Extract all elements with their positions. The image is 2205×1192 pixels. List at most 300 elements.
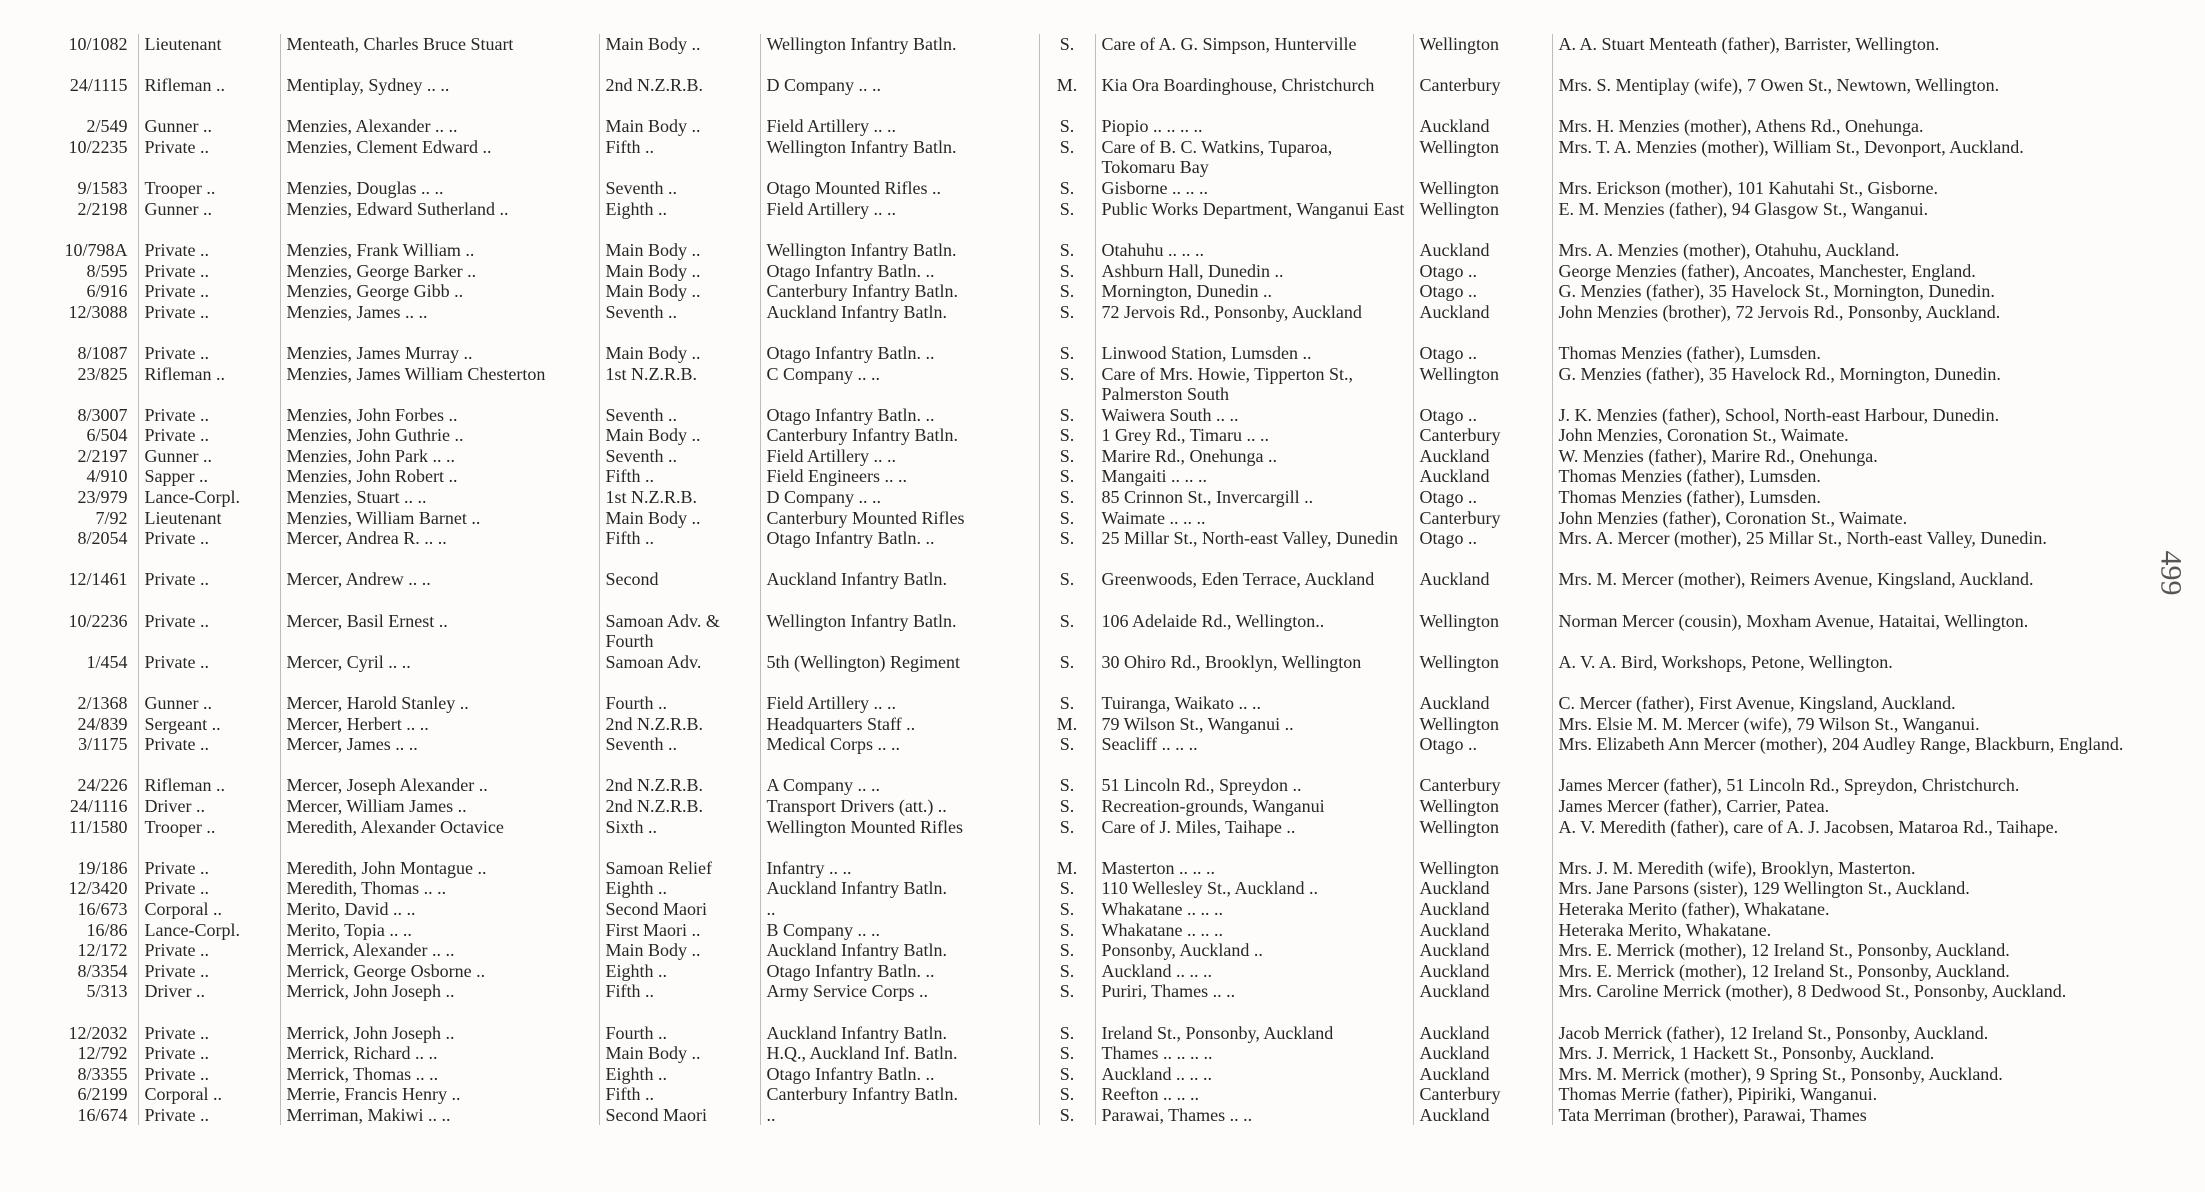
soldier-name-cell: Menzies, Douglas .. .. bbox=[280, 178, 599, 199]
draft-body-cell: 2nd N.Z.R.B. bbox=[599, 796, 760, 817]
marital-status-cell: S. bbox=[1039, 405, 1095, 426]
soldier-name-cell: Mentiplay, Sydney .. .. bbox=[280, 75, 599, 116]
draft-body-cell: Fifth .. bbox=[599, 466, 760, 487]
soldier-name-cell: Mercer, Herbert .. .. bbox=[280, 714, 599, 735]
next-of-kin-cell: A. V. Meredith (father), care of A. J. Jacobsen, Mataroa Rd., Taihape. bbox=[1558, 816, 2059, 837]
draft-body-cell: Seventh .. bbox=[599, 446, 760, 467]
regimental-number-cell: 12/2032 bbox=[40, 1023, 138, 1044]
regimental-number-cell: 2/2198 bbox=[40, 199, 138, 240]
district-cell: Wellington bbox=[1413, 34, 1552, 75]
soldier-name-cell: Merriman, Makiwi .. .. bbox=[280, 1105, 599, 1126]
unit-cell: Wellington Infantry Batln. bbox=[760, 137, 1039, 178]
rank-cell: Lance-Corpl. bbox=[138, 487, 280, 508]
next-of-kin-cell: Thomas Menzies (father), Lumsden. bbox=[1558, 487, 1821, 508]
table-row bbox=[40, 302, 2162, 343]
soldier-name-cell: Menzies, John Guthrie .. bbox=[280, 425, 599, 446]
rank-cell: Private .. bbox=[138, 425, 280, 446]
regimental-number-cell: 2/549 bbox=[40, 116, 138, 137]
nominal-roll-table bbox=[40, 34, 2162, 1125]
regimental-number-cell: 16/674 bbox=[40, 1105, 138, 1126]
last-address-cell: Waiwera South .. .. bbox=[1095, 405, 1413, 426]
regimental-number-cell: 10/1082 bbox=[40, 34, 138, 75]
last-address-cell: Auckland .. .. .. bbox=[1095, 961, 1413, 982]
rank-cell: Rifleman .. bbox=[138, 75, 280, 116]
unit-cell: Transport Drivers (att.) .. bbox=[760, 796, 1039, 817]
next-of-kin-cell: Mrs. S. Mentiplay (wife), 7 Owen St., Newtown, Wellington. bbox=[1558, 75, 2000, 96]
last-address-cell: Auckland .. .. .. bbox=[1095, 1064, 1413, 1085]
soldier-name-cell: Mercer, Cyril .. .. bbox=[280, 652, 599, 693]
next-of-kin-cell: J. K. Menzies (father), School, North-east Harbour, Dunedin. bbox=[1558, 404, 2000, 425]
next-of-kin-cell: Mrs. Erickson (mother), 101 Kahutahi St., Gisborne. bbox=[1558, 178, 1938, 199]
rank-cell: Private .. bbox=[138, 652, 280, 693]
rank-cell: Private .. bbox=[138, 1105, 280, 1126]
draft-body-cell: Fifth .. bbox=[599, 981, 760, 1022]
district-cell: Auckland bbox=[1413, 116, 1552, 137]
district-cell: Auckland bbox=[1413, 466, 1552, 487]
marital-status-cell: S. bbox=[1039, 961, 1095, 982]
soldier-name-cell: Menzies, James Murray .. bbox=[280, 343, 599, 364]
soldier-name-cell: Mercer, Harold Stanley .. bbox=[280, 693, 599, 714]
draft-body-cell: Main Body .. bbox=[599, 240, 760, 261]
marital-status-cell: S. bbox=[1039, 878, 1095, 899]
regimental-number-cell: 12/3420 bbox=[40, 878, 138, 899]
rank-cell: Private .. bbox=[138, 961, 280, 982]
soldier-name-cell: Menzies, Edward Sutherland .. bbox=[280, 199, 599, 240]
unit-cell: 5th (Wellington) Regiment bbox=[760, 652, 1039, 693]
table-row bbox=[40, 75, 2162, 116]
table-row bbox=[40, 796, 2162, 817]
soldier-name-cell: Mercer, William James .. bbox=[280, 796, 599, 817]
district-cell: Otago .. bbox=[1413, 734, 1552, 775]
table-row bbox=[40, 116, 2162, 137]
draft-body-cell: Second bbox=[599, 569, 760, 610]
draft-body-cell: Seventh .. bbox=[599, 405, 760, 426]
regimental-number-cell: 24/1116 bbox=[40, 796, 138, 817]
table-row bbox=[40, 178, 2162, 199]
table-row bbox=[40, 446, 2162, 467]
draft-body-cell: Main Body .. bbox=[599, 508, 760, 529]
district-cell: Otago .. bbox=[1413, 487, 1552, 508]
next-of-kin-cell: A. V. A. Bird, Workshops, Petone, Wellington. bbox=[1558, 651, 1893, 672]
next-of-kin-cell: Jacob Merrick (father), 12 Ireland St., Ponsonby, Auckland. bbox=[1558, 1022, 1989, 1043]
marital-status-cell: S. bbox=[1039, 34, 1095, 75]
unit-cell: Infantry .. .. bbox=[760, 858, 1039, 879]
regimental-number-cell: 11/1580 bbox=[40, 817, 138, 858]
last-address-cell: Linwood Station, Lumsden .. bbox=[1095, 343, 1413, 364]
district-cell: Auckland bbox=[1413, 899, 1552, 920]
last-address-cell: Whakatane .. .. .. bbox=[1095, 920, 1413, 941]
draft-body-cell: Fourth .. bbox=[599, 693, 760, 714]
table-row bbox=[40, 528, 2162, 569]
marital-status-cell: S. bbox=[1039, 611, 1095, 652]
table-row bbox=[40, 961, 2162, 982]
last-address-cell: 51 Lincoln Rd., Spreydon .. bbox=[1095, 775, 1413, 796]
next-of-kin-cell: C. Mercer (father), First Avenue, Kingsland, Auckland. bbox=[1558, 693, 1956, 713]
district-cell: Auckland bbox=[1413, 693, 1552, 714]
last-address-cell: Recreation-grounds, Wanganui bbox=[1095, 796, 1413, 817]
last-address-cell: 106 Adelaide Rd., Wellington.. bbox=[1095, 611, 1413, 652]
unit-cell: Field Artillery .. .. bbox=[760, 199, 1039, 240]
soldier-name-cell: Meredith, John Montague .. bbox=[280, 858, 599, 879]
district-cell: Wellington bbox=[1413, 796, 1552, 817]
table-row bbox=[40, 1064, 2162, 1085]
unit-cell: Canterbury Infantry Batln. bbox=[760, 281, 1039, 302]
marital-status-cell: S. bbox=[1039, 1084, 1095, 1105]
regimental-number-cell: 23/979 bbox=[40, 487, 138, 508]
district-cell: Auckland bbox=[1413, 569, 1552, 610]
unit-cell: D Company .. .. bbox=[760, 487, 1039, 508]
draft-body-cell: Second Maori bbox=[599, 1105, 760, 1126]
last-address-cell: Care of A. G. Simpson, Hunterville bbox=[1095, 34, 1413, 75]
district-cell: Auckland bbox=[1413, 302, 1552, 343]
draft-body-cell: 2nd N.Z.R.B. bbox=[599, 714, 760, 735]
last-address-cell: Seacliff .. .. .. bbox=[1095, 734, 1413, 775]
soldier-name-cell: Menzies, Alexander .. .. bbox=[280, 116, 599, 137]
last-address-cell: Care of B. C. Watkins, Tuparoa, Tokomaru Bay bbox=[1095, 137, 1413, 178]
rank-cell: Sapper .. bbox=[138, 466, 280, 487]
unit-cell: Field Engineers .. .. bbox=[760, 466, 1039, 487]
last-address-cell: 25 Millar St., North-east Valley, Dunedin bbox=[1095, 528, 1413, 569]
unit-cell: Canterbury Infantry Batln. bbox=[760, 1084, 1039, 1105]
rank-cell: Private .. bbox=[138, 569, 280, 610]
soldier-name-cell: Merrick, John Joseph .. bbox=[280, 981, 599, 1022]
soldier-name-cell: Mercer, Basil Ernest .. bbox=[280, 611, 599, 652]
regimental-number-cell: 24/226 bbox=[40, 775, 138, 796]
marital-status-cell: S. bbox=[1039, 343, 1095, 364]
unit-cell: Wellington Infantry Batln. bbox=[760, 240, 1039, 261]
soldier-name-cell: Meredith, Thomas .. .. bbox=[280, 878, 599, 899]
regimental-number-cell: 12/3088 bbox=[40, 302, 138, 343]
table-row bbox=[40, 858, 2162, 879]
last-address-cell: 85 Crinnon St., Invercargill .. bbox=[1095, 487, 1413, 508]
draft-body-cell: Seventh .. bbox=[599, 302, 760, 343]
soldier-name-cell: Menzies, John Park .. .. bbox=[280, 446, 599, 467]
soldier-name-cell: Merrie, Francis Henry .. bbox=[280, 1084, 599, 1105]
soldier-name-cell: Menzies, James William Chesterton bbox=[280, 364, 599, 405]
unit-cell: Auckland Infantry Batln. bbox=[760, 569, 1039, 610]
unit-cell: Otago Infantry Batln. .. bbox=[760, 343, 1039, 364]
soldier-name-cell: Menzies, Frank William .. bbox=[280, 240, 599, 261]
district-cell: Wellington bbox=[1413, 611, 1552, 652]
marital-status-cell: S. bbox=[1039, 178, 1095, 199]
next-of-kin-cell: Mrs. T. A. Menzies (mother), William St., Devonport, Auckland. bbox=[1558, 136, 2024, 157]
marital-status-cell: S. bbox=[1039, 1023, 1095, 1044]
soldier-name-cell: Merrick, George Osborne .. bbox=[280, 961, 599, 982]
unit-cell: Field Artillery .. .. bbox=[760, 693, 1039, 714]
next-of-kin-cell: A. A. Stuart Menteath (father), Barrister, Wellington. bbox=[1558, 34, 1940, 54]
rank-cell: Lieutenant bbox=[138, 34, 280, 75]
last-address-cell: Public Works Department, Wanganui East bbox=[1095, 199, 1413, 240]
marital-status-cell: M. bbox=[1039, 714, 1095, 735]
unit-cell: Auckland Infantry Batln. bbox=[760, 1023, 1039, 1044]
table-row bbox=[40, 878, 2162, 899]
unit-cell: Headquarters Staff .. bbox=[760, 714, 1039, 735]
rank-cell: Driver .. bbox=[138, 796, 280, 817]
next-of-kin-cell: Mrs. H. Menzies (mother), Athens Rd., Onehunga. bbox=[1558, 116, 1924, 137]
table-row bbox=[40, 899, 2162, 920]
rank-cell: Gunner .. bbox=[138, 446, 280, 467]
district-cell: Auckland bbox=[1413, 961, 1552, 982]
rank-cell: Private .. bbox=[138, 281, 280, 302]
next-of-kin-cell: Mrs. Elizabeth Ann Mercer (mother), 204 Audley Range, Blackburn, England. bbox=[1558, 734, 2124, 755]
district-cell: Auckland bbox=[1413, 1043, 1552, 1064]
unit-cell: Otago Infantry Batln. .. bbox=[760, 528, 1039, 569]
table-row bbox=[40, 1105, 2162, 1126]
unit-cell: Field Artillery .. .. bbox=[760, 446, 1039, 467]
rank-cell: Lieutenant bbox=[138, 508, 280, 529]
draft-body-cell: Main Body .. bbox=[599, 425, 760, 446]
regimental-number-cell: 6/916 bbox=[40, 281, 138, 302]
soldier-name-cell: Menzies, William Barnet .. bbox=[280, 508, 599, 529]
marital-status-cell: S. bbox=[1039, 425, 1095, 446]
rank-cell: Private .. bbox=[138, 302, 280, 343]
next-of-kin-cell: Thomas Merrie (father), Pipiriki, Wanganui. bbox=[1558, 1084, 1878, 1105]
draft-body-cell: Eighth .. bbox=[599, 878, 760, 899]
unit-cell: Wellington Mounted Rifles bbox=[760, 817, 1039, 858]
draft-body-cell: 2nd N.Z.R.B. bbox=[599, 75, 760, 116]
marital-status-cell: M. bbox=[1039, 858, 1095, 879]
district-cell: Auckland bbox=[1413, 1023, 1552, 1044]
regimental-number-cell: 10/2236 bbox=[40, 611, 138, 652]
next-of-kin-cell: Mrs. Elsie M. M. Mercer (wife), 79 Wilson St., Wanganui. bbox=[1558, 713, 1980, 734]
draft-body-cell: Fifth .. bbox=[599, 1084, 760, 1105]
draft-body-cell: Eighth .. bbox=[599, 961, 760, 982]
table-row bbox=[40, 343, 2162, 364]
unit-cell: Wellington Infantry Batln. bbox=[760, 34, 1039, 75]
draft-body-cell: Eighth .. bbox=[599, 1064, 760, 1085]
table-row bbox=[40, 981, 2162, 1022]
unit-cell: Otago Infantry Batln. .. bbox=[760, 261, 1039, 282]
table-row bbox=[40, 405, 2162, 426]
last-address-cell: Marire Rd., Onehunga .. bbox=[1095, 446, 1413, 467]
unit-cell: D Company .. .. bbox=[760, 75, 1039, 116]
regimental-number-cell: 4/910 bbox=[40, 466, 138, 487]
unit-cell: A Company .. .. bbox=[760, 775, 1039, 796]
regimental-number-cell: 24/1115 bbox=[40, 75, 138, 116]
draft-body-cell: Fifth .. bbox=[599, 137, 760, 178]
last-address-cell: Greenwoods, Eden Terrace, Auckland bbox=[1095, 569, 1413, 610]
regimental-number-cell: 6/504 bbox=[40, 425, 138, 446]
district-cell: Wellington bbox=[1413, 364, 1552, 405]
rank-cell: Private .. bbox=[138, 528, 280, 569]
district-cell: Auckland bbox=[1413, 446, 1552, 467]
next-of-kin-cell: John Menzies, Coronation St., Waimate. bbox=[1558, 425, 1849, 446]
soldier-name-cell: Mercer, Joseph Alexander .. bbox=[280, 775, 599, 796]
table-row bbox=[40, 775, 2162, 796]
table-row bbox=[40, 940, 2162, 961]
next-of-kin-cell: James Mercer (father), Carrier, Patea. bbox=[1558, 795, 1830, 816]
rank-cell: Private .. bbox=[138, 343, 280, 364]
district-cell: Canterbury bbox=[1413, 775, 1552, 796]
marital-status-cell: S. bbox=[1039, 652, 1095, 693]
district-cell: Canterbury bbox=[1413, 508, 1552, 529]
rank-cell: Private .. bbox=[138, 240, 280, 261]
last-address-cell: Parawai, Thames .. .. bbox=[1095, 1105, 1413, 1126]
draft-body-cell: Eighth .. bbox=[599, 199, 760, 240]
soldier-name-cell: Merrick, Richard .. .. bbox=[280, 1043, 599, 1064]
district-cell: Auckland bbox=[1413, 1105, 1552, 1126]
marital-status-cell: S. bbox=[1039, 940, 1095, 961]
draft-body-cell: First Maori .. bbox=[599, 920, 760, 941]
marital-status-cell: S. bbox=[1039, 981, 1095, 1022]
unit-cell: C Company .. .. bbox=[760, 364, 1039, 405]
marital-status-cell: S. bbox=[1039, 1105, 1095, 1126]
next-of-kin-cell: G. Menzies (father), 35 Havelock Rd., Mornington, Dunedin. bbox=[1558, 363, 2001, 384]
marital-status-cell: S. bbox=[1039, 569, 1095, 610]
marital-status-cell: S. bbox=[1039, 775, 1095, 796]
table-row bbox=[40, 1043, 2162, 1064]
unit-cell: Otago Infantry Batln. .. bbox=[760, 961, 1039, 982]
table-row bbox=[40, 261, 2162, 282]
unit-cell: Army Service Corps .. bbox=[760, 981, 1039, 1022]
district-cell: Wellington bbox=[1413, 199, 1552, 240]
rank-cell: Corporal .. bbox=[138, 1084, 280, 1105]
table-row bbox=[40, 281, 2162, 302]
last-address-cell: Ashburn Hall, Dunedin .. bbox=[1095, 261, 1413, 282]
next-of-kin-cell: Thomas Menzies (father), Lumsden. bbox=[1558, 342, 1821, 363]
last-address-cell: 110 Wellesley St., Auckland .. bbox=[1095, 878, 1413, 899]
marital-status-cell: S. bbox=[1039, 261, 1095, 282]
regimental-number-cell: 6/2199 bbox=[40, 1084, 138, 1105]
next-of-kin-cell: Heteraka Merito (father), Whakatane. bbox=[1558, 898, 1830, 919]
next-of-kin-cell: Mrs. M. Merrick (mother), 9 Spring St., Ponsonby, Auckland. bbox=[1558, 1063, 2003, 1084]
district-cell: Canterbury bbox=[1413, 1084, 1552, 1105]
regimental-number-cell: 12/1461 bbox=[40, 569, 138, 610]
table-row bbox=[40, 466, 2162, 487]
regimental-number-cell: 5/313 bbox=[40, 981, 138, 1022]
regimental-number-cell: 12/172 bbox=[40, 940, 138, 961]
rank-cell: Private .. bbox=[138, 405, 280, 426]
marital-status-cell: S. bbox=[1039, 240, 1095, 261]
soldier-name-cell: Menzies, John Forbes .. bbox=[280, 405, 599, 426]
rank-cell: Sergeant .. bbox=[138, 714, 280, 735]
soldier-name-cell: Merrick, Thomas .. .. bbox=[280, 1064, 599, 1085]
soldier-name-cell: Mercer, Andrea R. .. .. bbox=[280, 528, 599, 569]
next-of-kin-cell: W. Menzies (father), Marire Rd., Onehunga. bbox=[1558, 445, 1878, 466]
draft-body-cell: Main Body .. bbox=[599, 261, 760, 282]
rank-cell: Private .. bbox=[138, 1064, 280, 1085]
table-row bbox=[40, 569, 2162, 610]
last-address-cell: Thames .. .. .. .. bbox=[1095, 1043, 1413, 1064]
rank-cell: Gunner .. bbox=[138, 199, 280, 240]
district-cell: Auckland bbox=[1413, 940, 1552, 961]
unit-cell: Otago Infantry Batln. .. bbox=[760, 1064, 1039, 1085]
soldier-name-cell: Menzies, James .. .. bbox=[280, 302, 599, 343]
unit-cell: Medical Corps .. .. bbox=[760, 734, 1039, 775]
draft-body-cell: 1st N.Z.R.B. bbox=[599, 364, 760, 405]
regimental-number-cell: 1/454 bbox=[40, 652, 138, 693]
district-cell: Wellington bbox=[1413, 137, 1552, 178]
district-cell: Canterbury bbox=[1413, 75, 1552, 116]
soldier-name-cell: Menzies, George Barker .. bbox=[280, 261, 599, 282]
soldier-name-cell: Mercer, Andrew .. .. bbox=[280, 569, 599, 610]
regimental-number-cell: 24/839 bbox=[40, 714, 138, 735]
page-number: 499 bbox=[2154, 550, 2188, 596]
marital-status-cell: S. bbox=[1039, 528, 1095, 569]
next-of-kin-cell: Mrs. M. Mercer (mother), Reimers Avenue, Kingsland, Auckland. bbox=[1558, 569, 2034, 590]
draft-body-cell: Main Body .. bbox=[599, 940, 760, 961]
table-row bbox=[40, 817, 2162, 858]
regimental-number-cell: 10/2235 bbox=[40, 137, 138, 178]
marital-status-cell: S. bbox=[1039, 116, 1095, 137]
soldier-name-cell: Merito, Topia .. .. bbox=[280, 920, 599, 941]
draft-body-cell: Main Body .. bbox=[599, 34, 760, 75]
marital-status-cell: S. bbox=[1039, 446, 1095, 467]
next-of-kin-cell: John Menzies (brother), 72 Jervois Rd., Ponsonby, Auckland. bbox=[1558, 301, 2001, 322]
regimental-number-cell: 8/2054 bbox=[40, 528, 138, 569]
district-cell: Otago .. bbox=[1413, 405, 1552, 426]
regimental-number-cell: 8/1087 bbox=[40, 343, 138, 364]
last-address-cell: Mangaiti .. .. .. bbox=[1095, 466, 1413, 487]
next-of-kin-cell: Mrs. Jane Parsons (sister), 129 Wellington St., Auckland. bbox=[1558, 878, 1970, 899]
draft-body-cell: Fifth .. bbox=[599, 528, 760, 569]
table-row bbox=[40, 1084, 2162, 1105]
rank-cell: Lance-Corpl. bbox=[138, 920, 280, 941]
regimental-number-cell: 19/186 bbox=[40, 858, 138, 879]
rank-cell: Private .. bbox=[138, 878, 280, 899]
regimental-number-cell: 2/1368 bbox=[40, 693, 138, 714]
marital-status-cell: S. bbox=[1039, 796, 1095, 817]
next-of-kin-cell: John Menzies (father), Coronation St., Waimate. bbox=[1558, 507, 1908, 528]
marital-status-cell: S. bbox=[1039, 734, 1095, 775]
table-row bbox=[40, 425, 2162, 446]
table-row bbox=[40, 199, 2162, 240]
regimental-number-cell: 16/673 bbox=[40, 899, 138, 920]
soldier-name-cell: Merito, David .. .. bbox=[280, 899, 599, 920]
rank-cell: Gunner .. bbox=[138, 693, 280, 714]
regimental-number-cell: 8/595 bbox=[40, 261, 138, 282]
soldier-name-cell: Menteath, Charles Bruce Stuart bbox=[280, 34, 599, 75]
table-row bbox=[40, 652, 2162, 693]
draft-body-cell: Samoan Relief bbox=[599, 858, 760, 879]
draft-body-cell: Samoan Adv. bbox=[599, 652, 760, 693]
rank-cell: Rifleman .. bbox=[138, 364, 280, 405]
regimental-number-cell: 8/3355 bbox=[40, 1064, 138, 1085]
table-row bbox=[40, 920, 2162, 941]
regimental-number-cell: 8/3354 bbox=[40, 961, 138, 982]
unit-cell: Otago Infantry Batln. .. bbox=[760, 405, 1039, 426]
next-of-kin-cell: Norman Mercer (cousin), Moxham Avenue, Hataitai, Wellington. bbox=[1558, 610, 2029, 631]
draft-body-cell: 2nd N.Z.R.B. bbox=[599, 775, 760, 796]
last-address-cell: Kia Ora Boardinghouse, Christchurch bbox=[1095, 75, 1413, 116]
next-of-kin-cell: G. Menzies (father), 35 Havelock St., Mornington, Dunedin. bbox=[1558, 281, 1995, 302]
district-cell: Otago .. bbox=[1413, 528, 1552, 569]
regimental-number-cell: 10/798A bbox=[40, 240, 138, 261]
rank-cell: Private .. bbox=[138, 734, 280, 775]
marital-status-cell: S. bbox=[1039, 137, 1095, 178]
table-row bbox=[40, 611, 2162, 652]
table-row bbox=[40, 734, 2162, 775]
last-address-cell: Care of Mrs. Howie, Tipperton St., Palmerston South bbox=[1095, 364, 1413, 405]
marital-status-cell: S. bbox=[1039, 508, 1095, 529]
last-address-cell: Care of J. Miles, Taihape .. bbox=[1095, 817, 1413, 858]
rank-cell: Private .. bbox=[138, 137, 280, 178]
draft-body-cell: Seventh .. bbox=[599, 178, 760, 199]
district-cell: Auckland bbox=[1413, 920, 1552, 941]
draft-body-cell: Main Body .. bbox=[599, 281, 760, 302]
district-cell: Auckland bbox=[1413, 240, 1552, 261]
draft-body-cell: Main Body .. bbox=[599, 1043, 760, 1064]
district-cell: Wellington bbox=[1413, 817, 1552, 858]
draft-body-cell: Seventh .. bbox=[599, 734, 760, 775]
last-address-cell: Otahuhu .. .. .. bbox=[1095, 240, 1413, 261]
marital-status-cell: S. bbox=[1039, 281, 1095, 302]
marital-status-cell: M. bbox=[1039, 75, 1095, 116]
rank-cell: Private .. bbox=[138, 611, 280, 652]
last-address-cell: Ponsonby, Auckland .. bbox=[1095, 940, 1413, 961]
last-address-cell: Gisborne .. .. .. bbox=[1095, 178, 1413, 199]
last-address-cell: Ireland St., Ponsonby, Auckland bbox=[1095, 1023, 1413, 1044]
